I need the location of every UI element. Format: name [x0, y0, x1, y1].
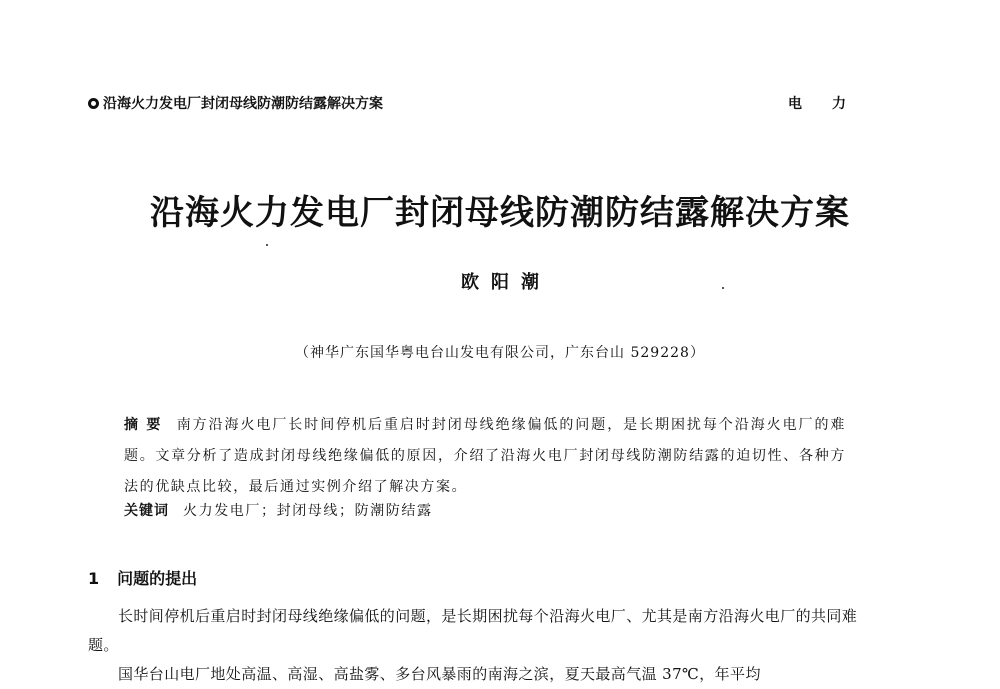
- section-title: 问题的提出: [117, 569, 198, 588]
- running-header-journal: 电力: [788, 96, 876, 112]
- section-number: 1: [88, 569, 100, 588]
- paper-author: 欧阳潮: [461, 272, 551, 293]
- keywords-text: 火力发电厂；封闭母线；防潮防结露: [183, 503, 433, 519]
- running-header-left: [88, 93, 383, 113]
- keywords: [124, 496, 433, 527]
- scan-speck: [266, 244, 268, 246]
- abstract-label: 摘要: [124, 417, 169, 433]
- keywords-label: 关键词: [124, 503, 169, 519]
- paper-title: 沿海火力发电厂封闭母线防潮防结露解决方案: [150, 193, 850, 233]
- scan-speck: [722, 287, 724, 289]
- running-header-title: 沿海火力发电厂封闭母线防潮防结露解决方案: [103, 96, 383, 112]
- section-heading: [88, 566, 197, 589]
- abstract-text: 南方沿海火电厂长时间停机后重启时封闭母线绝缘偏低的问题，是长期困扰每个沿海火电厂的难题。文章分析了造成封闭母线绝缘偏低的原因，介绍了沿海火电厂封闭母线防潮防结露的迫切性、各种方法的优缺点比较，最后通过实例介绍了解决方案。: [124, 417, 847, 495]
- author-affiliation: （神华广东国华粤电台山发电有限公司，广东台山 529228）: [295, 345, 705, 361]
- circle-bullet-icon: [88, 98, 99, 109]
- section-body: [88, 602, 880, 689]
- body-paragraph: 国华台山电厂地处高温、高湿、高盐雾、多台风暴雨的南海之滨，夏天最高气温 37℃，年平均: [118, 665, 761, 683]
- abstract: [124, 410, 846, 503]
- body-paragraph: 长时间停机后重启时封闭母线绝缘偏低的问题，是长期困扰每个沿海火电厂、尤其是南方沿海火电厂的共同难题。: [88, 607, 858, 654]
